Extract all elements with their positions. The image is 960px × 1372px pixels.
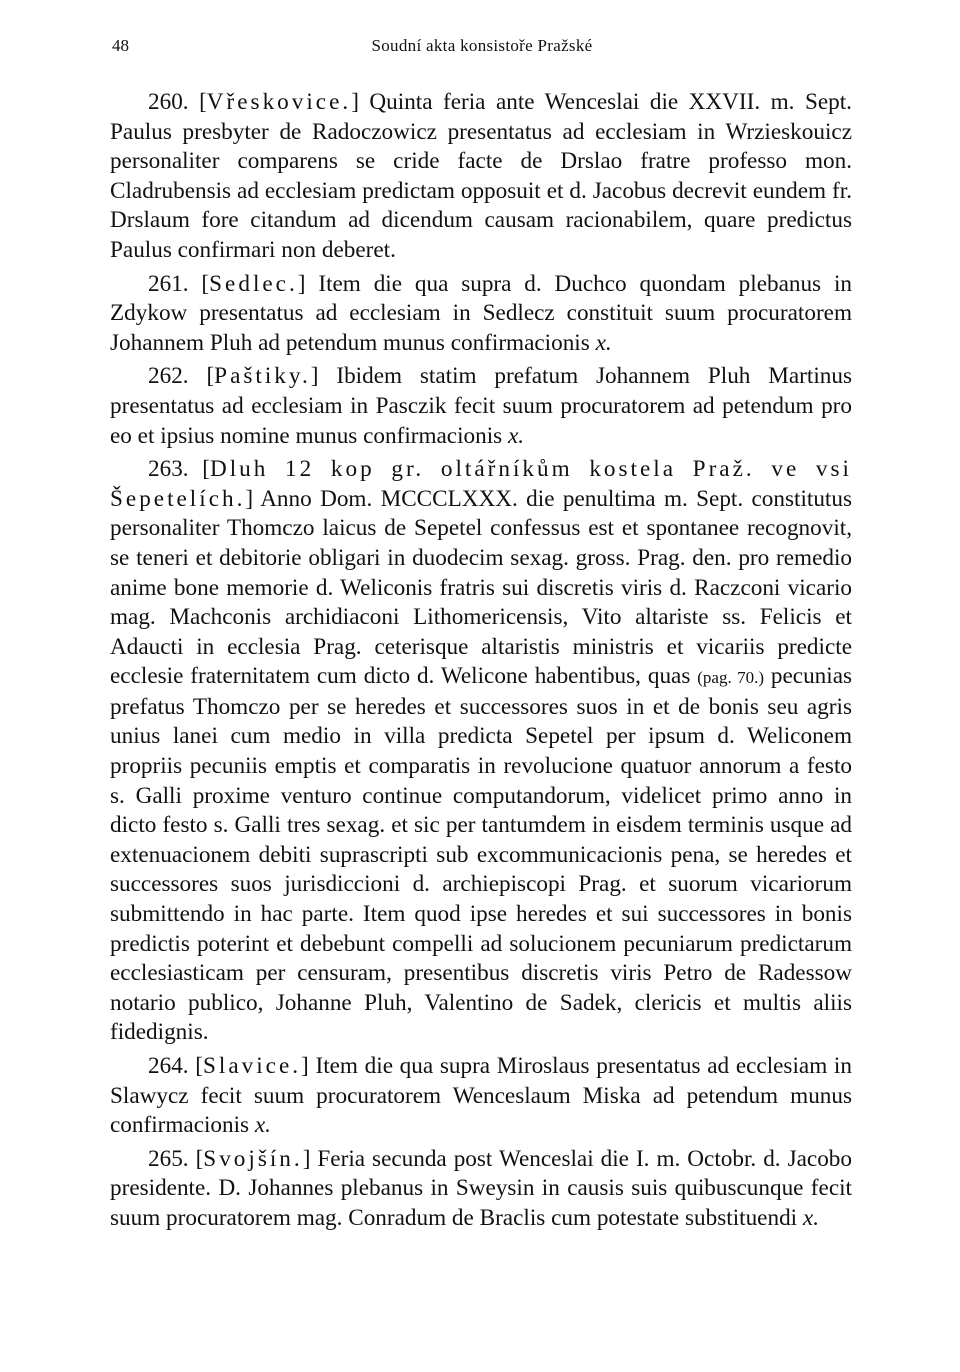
entry-number: 262. (148, 363, 189, 390)
entry-261: 261. [Sedlec.] Item die qua supra d. Duchco quondam plebanus in Zdykow presentatus ad ecclesiam in Sedlecz constituit suum procuratorem Johannem Pluh ad petendum munus confirmacionis x. (110, 270, 852, 356)
entry-number: 263. (148, 456, 189, 483)
entry-text: Item die qua supra Miroslaus presentatus ad ecclesiam in Slawycz fecit suum procuratorem Wenceslaum Miska ad petendum munus confirmacionis (110, 1053, 852, 1139)
entry-number: 265. (148, 1145, 189, 1172)
entry-tail: x. (802, 1204, 819, 1231)
entry-tail: x. (508, 422, 525, 449)
entry-tail: x. (254, 1112, 271, 1139)
entry-place: Vřeskovice. (206, 89, 352, 115)
entry-number: 260. (148, 89, 189, 115)
entry-place: Dluh 12 kop gr. oltářníkům kostela Praž. ve vsi Šepetelích. (110, 456, 852, 512)
entry-262: 262. [Paštiky.] Ibidem statim prefatum Johannem Pluh Martinus presentatus ad ecclesiam in Pasczik fecit suum procuratorem ad petendum pro eo et ipsius nomine munus confirmacionis x. (110, 363, 852, 449)
entry-place: Slavice. (203, 1053, 302, 1079)
entry-text: Anno Dom. MCCCLXXX. die penultima m. Sept. constitutus personaliter Thomczo laicus de Sepetel confessus est et spontanee recognovit, se teneri et debitorie obligari in duodecim sexag. gross. Prag. den. pro remedio anime bone memorie d. Weliconis fratris sui discretis viris d. Raczconi vicario mag. Machconis archidiaconi Lithomericensis, Vito altariste ss. Felicis et Adaucti in ecclesia Prag. ceterisque altaristis ministris et vicariis predicte ecclesie fraternitatem cum dicto d. Welicone habentibus, quas (110, 485, 852, 690)
entry-260: 260. [Vřeskovice.] Quinta feria ante Wenceslai die XXVII. m. Sept. Paulus presbyter de Radoczowicz presentatus ad ecclesiam in Wrzieskouicz personaliter comparens se cride facte de Drslao fratre professo mon. Cladrubensis ad ecclesiam predictam opposuit et d. Jacobus decrevit eundem fr. Drslaum fore citandum ad dicendum causam racionabilem, quare predictus Paulus confirmari non deberet. (110, 89, 852, 263)
running-head: Soudní akta konsistoře Pražské (371, 36, 593, 55)
entry-text: Item die qua supra d. Duchco quondam plebanus in Zdykow presentatus ad ecclesiam in Sedlecz constituit suum procuratorem Johannem Pluh ad petendum munus confirmacionis (110, 270, 852, 356)
entry-265: 265. [Svojšín.] Feria secunda post Wenceslai die I. m. Octobr. d. Jacobo presidente. D. Johannes plebanus in Sweysin in causis suis quibuscunque fecit suum procuratorem mag. Conradum de Braclis cum potestate substituendi x. (110, 1145, 852, 1231)
entry-place: Svojšín. (203, 1145, 303, 1172)
entry-263: 263. [Dluh 12 kop gr. oltářníkům kostela Praž. ve vsi Šepetelích.] Anno Dom. MCCCLXXX. die penultima m. Sept. constitutus personaliter Thomczo laicus de Sepetel confessus est et spontanee recognovit, se teneri et debitorie obligari in duodecim sexag. gross. Prag. den. pro remedio anime bone memorie d. Weliconis fratris sui discretis viris d. Raczconi vicario mag. Machconis archidiaconi Lithomericensis, Vito altariste ss. Felicis et Adaucti in ecclesia Prag. ceterisque altaristis ministris et vicariis predicte ecclesie fraternitatem cum dicto d. Welicone habentibus, quas (pag. 70.) pecunias prefatus Thomczo per se heredes et successores suos in et de bonis seu agris unius lanei cum medio in villa predicta Sepetel per ipsum d. Weliconem propriis pecuniis emptis et comparatis in revolucione quatuor annorum a festo s. Galli proxime venturo continue computandorum, videlicet primo anno in dicto festo s. Galli tres sexag. et sic per tantumdem in eisdem terminis usque ad extenuacionem debiti suprascripti sub excommunicacionis pena, se heredes et successores suos jurisdiccioni d. archiepiscopi Prag. et suorum vicariorum submittendo in hac parte. Item quod ipse heredes et sui successores in bonis predictis poterint et debebunt compelli ad solucionem pecuniarum predictarum ecclesiasticam per censuram, presentibus discretis viris Petro de Radessow notario publico, Johanne Pluh, Valentino de Sadek, clericis et multis aliis fidedignis. (110, 456, 853, 1046)
entry-text: Ibidem statim prefatum Johannem Pluh Martinus presentatus ad ecclesiam in Pasczik fecit suum procuratorem ad petendum pro eo et ipsius nomine munus confirmacionis (110, 363, 852, 449)
entry-number: 261. (148, 270, 189, 297)
entry-place: Paštiky. (214, 363, 311, 390)
page-reference-note: (pag. 70.) (697, 668, 764, 688)
entry-number: 264. (148, 1053, 189, 1079)
entry-place: Sedlec. (209, 270, 298, 297)
entry-text-continued: pecunias prefatus Thomczo per se heredes et successores suos in et de bonis seu agris unius lanei cum medio in villa predicta Sepetel per ipsum d. Weliconem propriis pecuniis emptis et comparatis in revolucione quatuor annorum a festo s. Galli proxime venturo continue computandorum, videlicet primo anno in dicto festo s. Galli tres sexag. et sic per tantumdem in eisdem terminis usque ad extenuacionem debiti suprascripti sub excommunicacionis pena, se heredes et successores suos jurisdiccioni d. archiepiscopi Prag. et suorum vicariorum submittendo in hac parte. Item quod ipse heredes et sui successores in bonis predictis poterint et debebunt compelli ad solucionem pecuniarum predictarum ecclesiasticam per censuram, presentibus discretis viris Petro de Radessow notario publico, Johanne Pluh, Valentino de Sadek, clericis et multis aliis fidedignis. (110, 663, 853, 1046)
entry-tail: x. (595, 329, 612, 356)
page-number: 48 (112, 36, 129, 55)
entry-text: Feria secunda post Wenceslai die I. m. Octobr. d. Jacobo presidente. D. Johannes plebanus in Sweysin in causis suis quibuscunque fecit suum procuratorem mag. Conradum de Braclis cum potestate substituendi (110, 1145, 852, 1231)
entry-text: Quinta feria ante Wenceslai die XXVII. m. Sept. Paulus presbyter de Radoczowicz presentatus ad ecclesiam in Wrzieskouicz personaliter comparens se cride facte de Drslao fratre professo mon. Cladrubensis ad ecclesiam predictam opposuit et d. Jacobus decrevit eundem fr. Drslaum fore citandum ad dicendum causam racionabilem, quare predictus Paulus confirmari non deberet. (110, 89, 852, 263)
document-body (110, 88, 852, 1238)
page-header (112, 36, 852, 60)
entry-264: 264. [Slavice.] Item die qua supra Miroslaus presentatus ad ecclesiam in Slawycz fecit suum procuratorem Wenceslaum Miska ad petendum munus confirmacionis x. (110, 1053, 852, 1139)
